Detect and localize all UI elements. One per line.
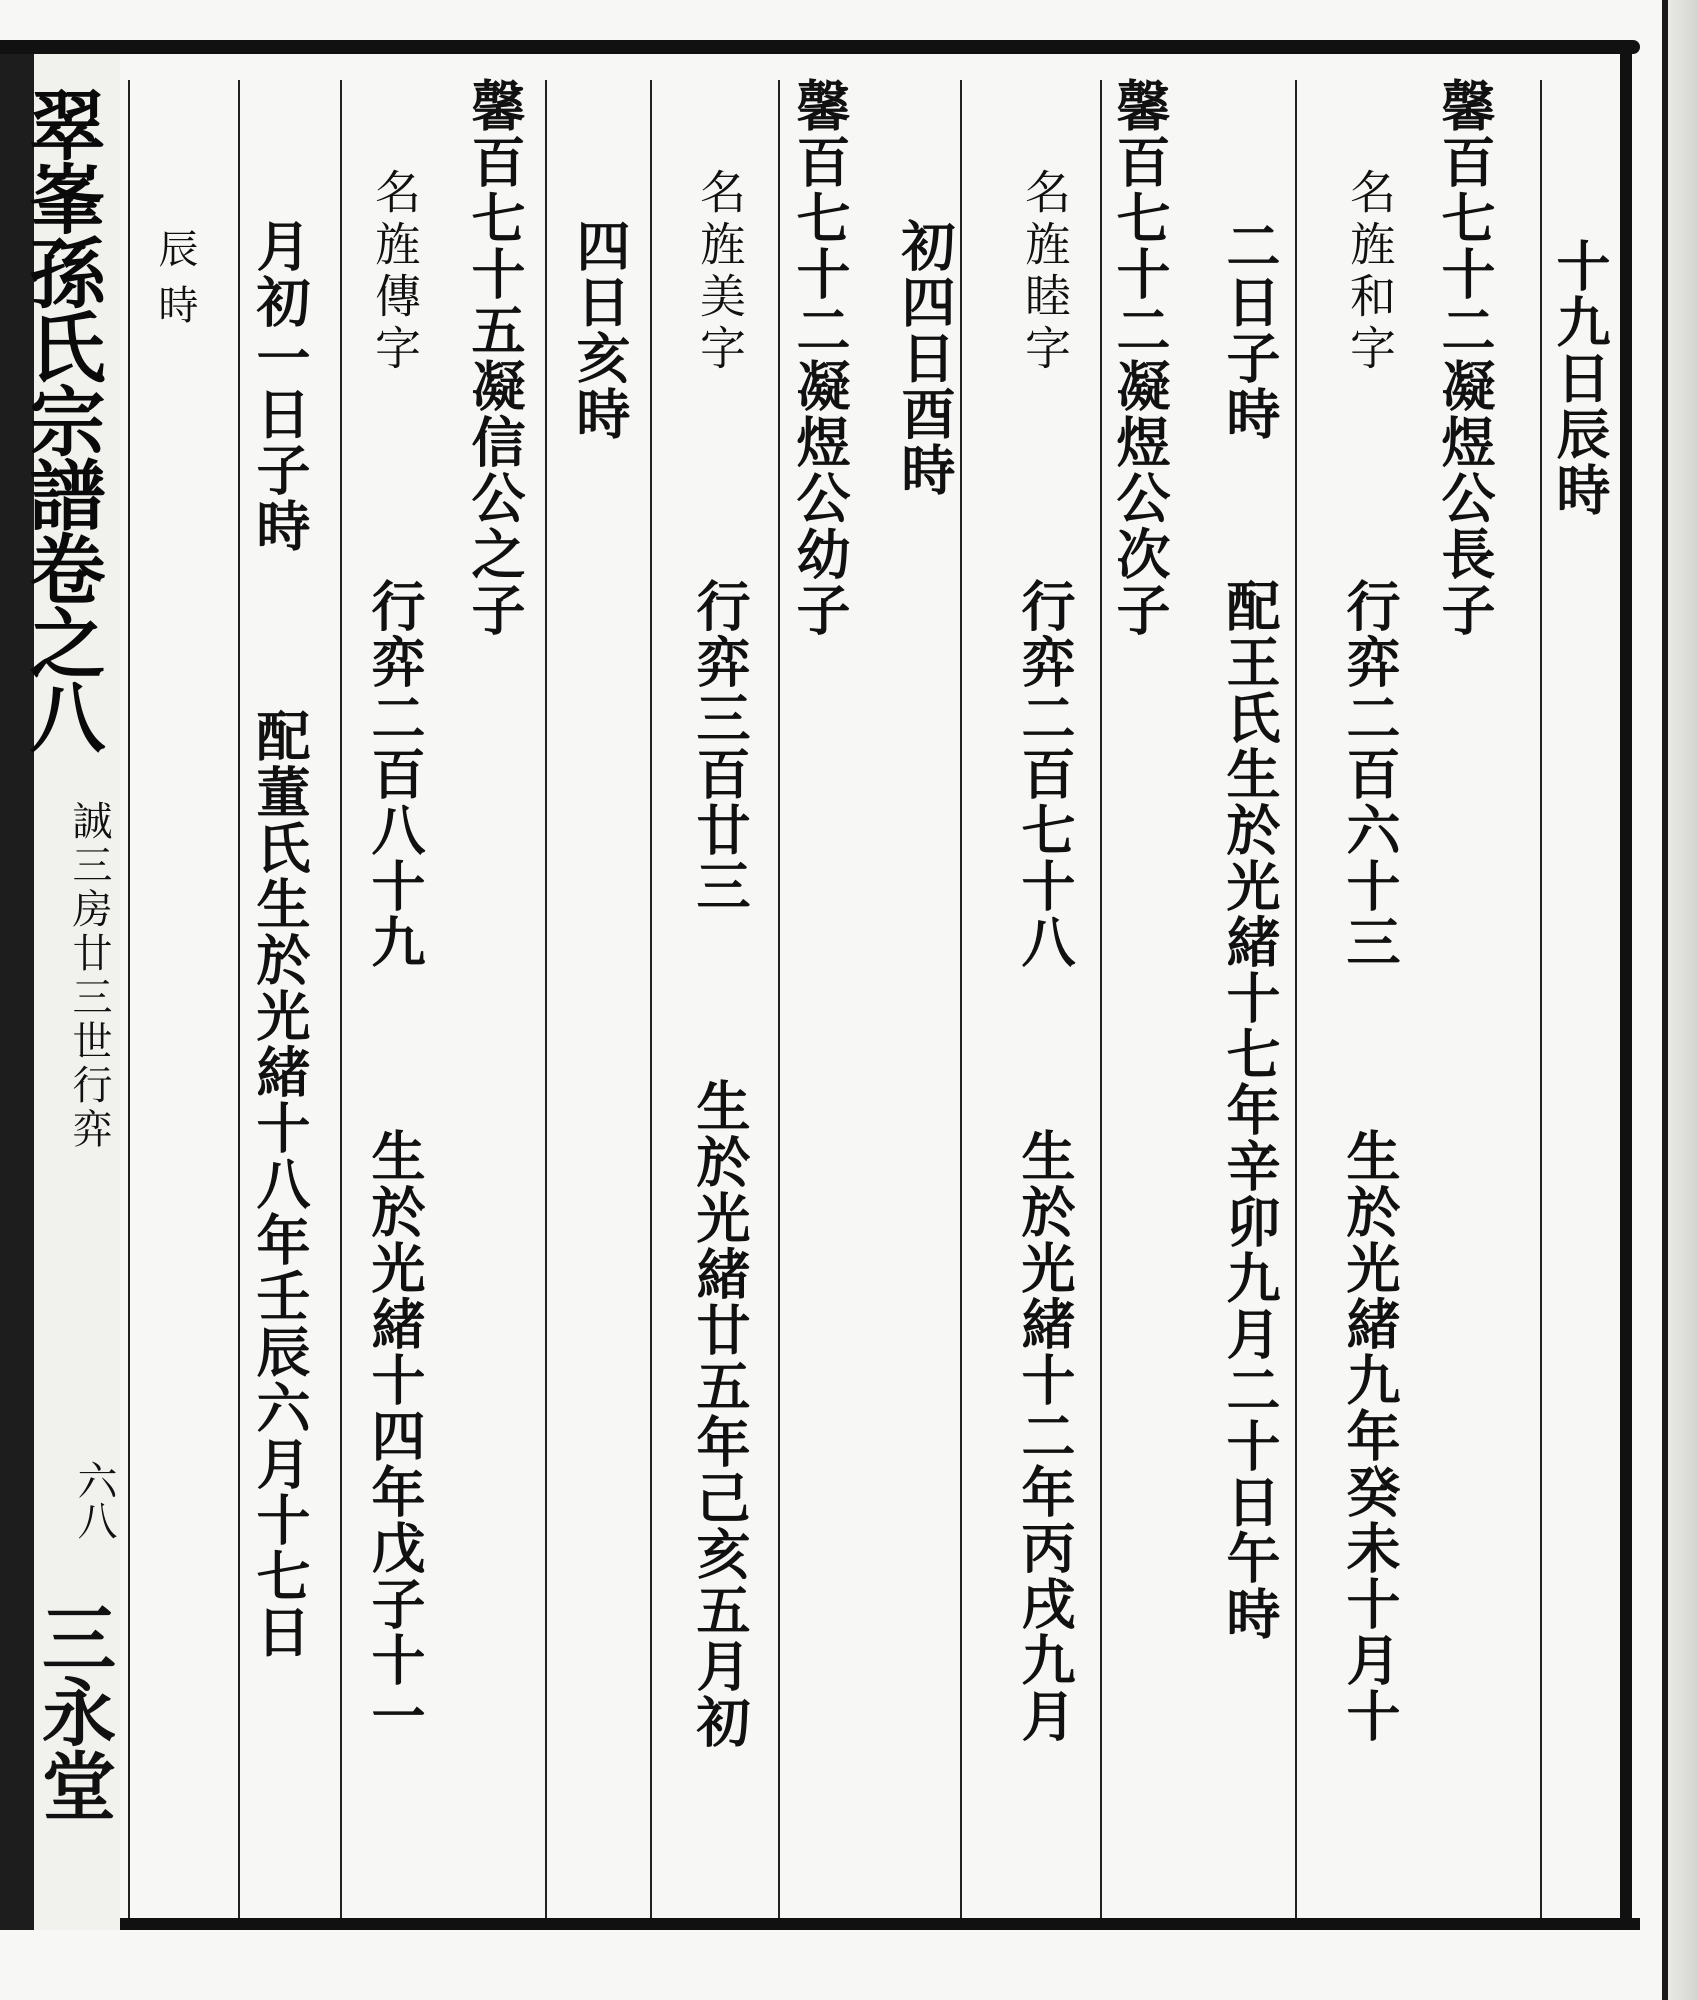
column-rule bbox=[650, 80, 652, 1918]
text-column bbox=[1430, 78, 1500, 1918]
column-rule bbox=[1295, 80, 1297, 1918]
column-rule bbox=[960, 80, 962, 1918]
column-rule bbox=[1100, 80, 1102, 1918]
column-text: 馨百七十五凝信公之子 bbox=[463, 78, 527, 638]
column-text: 配董氏生於光緒十八年壬辰六月十七日 bbox=[248, 708, 312, 1660]
column-text: 名旌和字 bbox=[1343, 168, 1397, 376]
text-column bbox=[460, 78, 530, 1918]
text-column bbox=[1215, 78, 1285, 1918]
column-text: 行弈二百六十三 bbox=[1338, 578, 1402, 970]
column-text: 生於光緒廿五年己亥五月初 bbox=[688, 1078, 752, 1750]
column-text: 馨百七十二凝煜公長子 bbox=[1433, 78, 1497, 638]
section-label: 誠三房廿三世行弈 bbox=[66, 800, 112, 1152]
book-title-text: 翠峯孫氏宗譜 bbox=[17, 86, 106, 530]
text-column bbox=[685, 78, 755, 1918]
column-text: 馨百七十二凝煜公幼子 bbox=[788, 78, 852, 638]
column-text: 生於光緒十四年戊子十一 bbox=[363, 1128, 427, 1744]
column-text: 名旌睦字 bbox=[1018, 168, 1072, 376]
column-text: 名旌傳字 bbox=[368, 168, 422, 376]
column-text: 生於光緒十二年丙戌九月 bbox=[1013, 1128, 1077, 1744]
column-text: 名旌美字 bbox=[693, 168, 747, 376]
frame-top-border bbox=[0, 40, 1640, 54]
text-column bbox=[360, 78, 430, 1918]
column-text: 初四日酉時 bbox=[893, 218, 957, 498]
column-rule bbox=[545, 80, 547, 1918]
column-rule bbox=[238, 80, 240, 1918]
text-column bbox=[1105, 78, 1175, 1918]
text-column bbox=[245, 78, 315, 1918]
text-column bbox=[890, 78, 960, 1918]
text-column bbox=[785, 78, 855, 1918]
column-rule bbox=[1540, 80, 1542, 1918]
column-text: 配王氏生於光緒十七年辛卯九月二十日午時 bbox=[1218, 578, 1282, 1642]
column-text: 生於光緒九年癸未十月十 bbox=[1338, 1128, 1402, 1744]
text-column bbox=[1545, 78, 1615, 1918]
page-number: 六八 bbox=[71, 1460, 117, 1540]
text-column bbox=[1010, 78, 1080, 1918]
column-text: 辰時 bbox=[152, 228, 198, 340]
column-text: 行弈二百八十九 bbox=[363, 578, 427, 970]
column-text: 行弈二百七十八 bbox=[1013, 578, 1077, 970]
volume-text: 卷之八 bbox=[17, 530, 106, 752]
column-text: 四日亥時 bbox=[568, 218, 632, 442]
column-text: 馨百七十二凝煜公次子 bbox=[1108, 78, 1172, 638]
column-rule bbox=[340, 80, 342, 1918]
column-text: 二日子時 bbox=[1218, 218, 1282, 442]
adjacent-page-edge bbox=[1662, 0, 1698, 2000]
column-rule bbox=[778, 80, 780, 1918]
column-text: 月初一日子時 bbox=[248, 218, 312, 554]
hall-name: 三永堂 bbox=[30, 1600, 116, 1822]
text-column bbox=[140, 78, 210, 1918]
text-column bbox=[565, 78, 635, 1918]
column-text: 十九日辰時 bbox=[1548, 238, 1612, 518]
text-column bbox=[1335, 78, 1405, 1918]
column-text: 行弈三百廿三 bbox=[688, 578, 752, 914]
frame-bottom-border bbox=[120, 1918, 1640, 1930]
column-rule bbox=[128, 80, 130, 1918]
frame-right-border bbox=[1620, 40, 1632, 1930]
book-title bbox=[16, 86, 106, 752]
